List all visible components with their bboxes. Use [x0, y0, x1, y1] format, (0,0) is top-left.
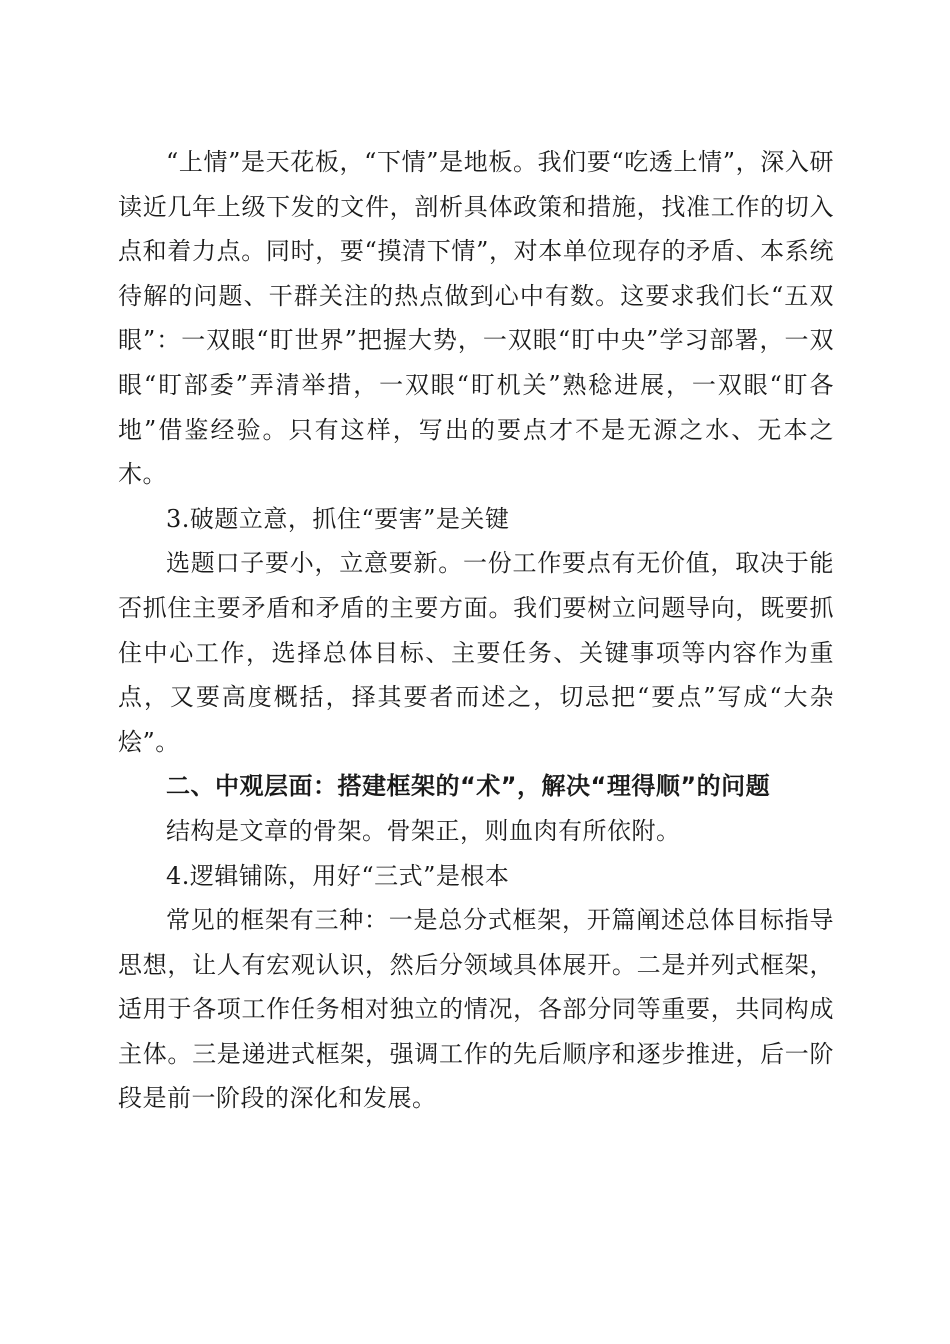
- paragraph-upper-lower-situation: “上情”是天花板，“下情”是地板。我们要“吃透上情”，深入研读近几年上级下发的文件，剖析具体政策和措施，找准工作的切入点和着力点。同时，要“摸清下情”，对本单位现存的矛盾、本系统待解的问题、干群关注的热点做到心中有数。这要求我们长“五双眼”：一双眼“盯世界”把握大势，一双眼“盯中央”学习部署，一双眼“盯部委”弄清举措，一双眼“盯机关”熟稔进展，一双眼“盯各地”借鉴经验。只有这样，写出的要点才不是无源之水、无本之木。: [118, 148, 834, 489]
- paragraph-topic-selection: 选题口子要小，立意要新。一份工作要点有无价值，取决于能否抓住主要矛盾和矛盾的主要方面。我们要树立问题导向，既要抓住中心工作，选择总体目标、主要任务、关键事项等内容作为重点，又要高度概括，择其要者而述之，切忌把“要点”写成“大杂烩”。: [118, 549, 834, 756]
- subheading-4: 4.逻辑铺陈，用好“三式”是根本: [166, 861, 510, 890]
- paragraph-framework-types: 常见的框架有三种：一是总分式框架，开篇阐述总体目标指导思想，让人有宏观认识，然后分领域具体展开。二是并列式框架，适用于各项工作任务相对独立的情况，各部分同等重要，共同构成主体。三是递进式框架，强调工作的先后顺序和逐步推进，后一阶段是前一阶段的深化和发展。: [118, 906, 834, 1113]
- document-page: [118, 140, 834, 1121]
- section-heading-2: 二、中观层面：搭建框架的“术”，解决“理得顺”的问题: [166, 772, 771, 801]
- subheading-3: 3.破题立意，抓住“要害”是关键: [166, 504, 510, 533]
- paragraph-structure: 结构是文章的骨架。骨架正，则血肉有所依附。: [166, 816, 681, 845]
